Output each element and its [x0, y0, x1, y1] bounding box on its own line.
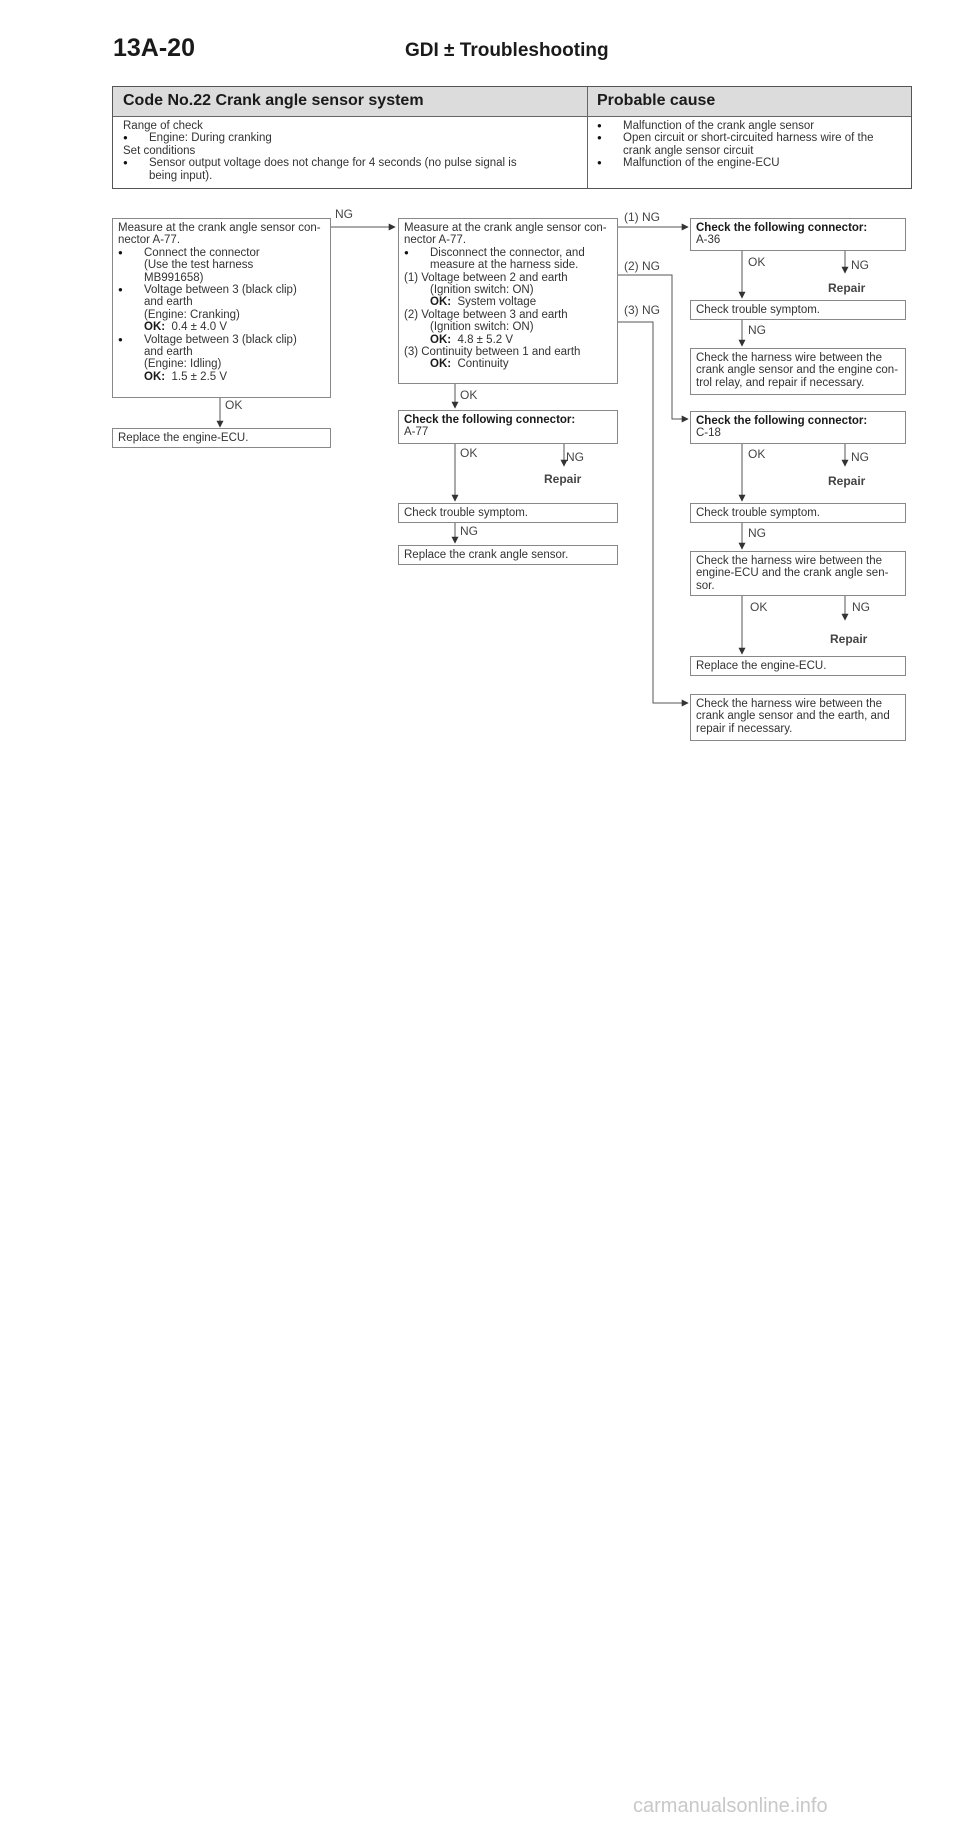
- range-label: Range of check: [123, 120, 203, 132]
- page-number: 13A-20: [113, 34, 195, 62]
- box1-line: nector A-77.: [118, 234, 181, 247]
- ecu-ok-label: OK: [750, 600, 768, 614]
- check-trouble-symptom-box-mid: Check trouble symptom.: [398, 503, 618, 523]
- box1-ok-line: [118, 321, 325, 333]
- c18-ok-label: OK: [748, 447, 766, 461]
- connector-check-title: Check the following connector:: [696, 222, 868, 234]
- set-item: ● Sensor output voltage does not change for 4 seconds (no pulse signal is: [123, 157, 583, 169]
- code-title: Code No.22 Crank angle sensor system: [123, 92, 424, 109]
- set-label: Set conditions: [123, 144, 196, 157]
- ok-value: Continuity: [457, 358, 509, 371]
- box2-ok-line: [404, 334, 612, 346]
- ng1-label: (1) NG: [624, 210, 660, 224]
- replace-engine-ecu-box-1: Replace the engine-ECU.: [112, 428, 331, 448]
- check-connector-c18-box: [690, 411, 906, 444]
- check-connector-a36-box: [690, 218, 906, 251]
- watermark: carmanualsonline.info: [633, 1795, 828, 1817]
- check-harness-ecu-box: [690, 551, 906, 596]
- box2-line: (Ignition switch: ON): [430, 321, 534, 334]
- a36-ok-label: OK: [748, 255, 766, 269]
- probable-cause-title: Probable cause: [597, 92, 716, 109]
- ok-label: OK:: [430, 333, 452, 346]
- set-item-cont: being input).: [149, 169, 213, 182]
- ng2-label: (2) NG: [624, 259, 660, 273]
- box2-line: (Ignition switch: ON): [430, 284, 534, 297]
- connector-check-title: Check the following connector:: [696, 415, 868, 427]
- a77-ng-label: NG: [566, 450, 584, 464]
- check-harness-earth-box: [690, 694, 906, 741]
- box2-ok-line: [404, 358, 612, 370]
- ok-value: System voltage: [457, 296, 537, 309]
- box1-line: MB991658): [144, 271, 204, 284]
- cause-item: ● Malfunction of the crank angle sensor: [597, 120, 907, 132]
- box1-ok-label: OK: [225, 398, 243, 412]
- harness-line: trol relay, and repair if necessary.: [696, 376, 865, 389]
- box2-line: ● Disconnect the connector, and: [404, 247, 612, 259]
- harness-line: repair if necessary.: [696, 722, 793, 735]
- a77-ok-label: OK: [460, 446, 478, 460]
- harness-line: Check the harness wire between the: [696, 352, 883, 364]
- harness-line: crank angle sensor and the earth, and: [696, 710, 890, 723]
- harness-line: Check the harness wire between the: [696, 555, 883, 567]
- box1-line: (Engine: Idling): [144, 358, 222, 371]
- box2-line: (1) Voltage between 2 and earth: [404, 271, 568, 284]
- cause-item-cont: crank angle sensor circuit: [623, 144, 754, 157]
- box1-ng-label: NG: [335, 207, 353, 221]
- box1-line: ● Voltage between 3 (black clip): [118, 284, 325, 296]
- check-harness-relay-box: [690, 348, 906, 395]
- c18-ng-label: NG: [851, 450, 869, 464]
- ecu-repair-label: Repair: [830, 632, 868, 646]
- a36-repair-label: Repair: [828, 281, 866, 295]
- ok-label: OK:: [144, 370, 166, 383]
- ok-label: OK:: [430, 296, 452, 309]
- box1-line: and earth: [144, 296, 193, 309]
- harness-line: sor.: [696, 579, 715, 592]
- replace-engine-ecu-box-2: Replace the engine-ECU.: [690, 656, 906, 676]
- ok-value: 1.5 ± 2.5 V: [171, 370, 228, 383]
- ng3-label: (3) NG: [624, 303, 660, 317]
- measure-sensor-connector-box-2: [398, 218, 618, 384]
- ok-label: OK:: [430, 358, 452, 371]
- range-item: ● Engine: During cranking: [123, 132, 583, 144]
- ok-label: OK:: [144, 321, 166, 334]
- box2-line: measure at the harness side.: [430, 259, 579, 272]
- box1-line: (Use the test harness: [144, 259, 254, 272]
- box1-ok-line: [118, 371, 325, 383]
- box2-line: (3) Continuity between 1 and earth: [404, 346, 581, 359]
- check-trouble-symptom-box-r1: Check trouble symptom.: [690, 300, 906, 320]
- box2-ok-line: [404, 296, 612, 308]
- a77-repair-label: Repair: [544, 472, 582, 486]
- mid-ng-label: NG: [460, 524, 478, 538]
- box2-line: (2) Voltage between 3 and earth: [404, 308, 568, 321]
- c18-repair-label: Repair: [828, 474, 866, 488]
- ok-value: 4.8 ± 5.2 V: [457, 333, 514, 346]
- box1-line: Measure at the crank angle sensor con-: [118, 222, 321, 234]
- measure-sensor-connector-box-1: [112, 218, 331, 398]
- connector-id: A-36: [696, 234, 721, 247]
- cause-item: ● Malfunction of the engine-ECU: [597, 157, 907, 169]
- box1-line: ● Voltage between 3 (black clip): [118, 334, 325, 346]
- check-connector-a77-box: [398, 410, 618, 444]
- r2-ng-label: NG: [748, 526, 766, 540]
- box2-line: nector A-77.: [404, 234, 467, 247]
- box2-line: Measure at the crank angle sensor con-: [404, 222, 607, 234]
- ok-value: 0.4 ± 4.0 V: [171, 321, 228, 334]
- connector-check-title: Check the following connector:: [404, 414, 576, 426]
- cause-item: ● Open circuit or short-circuited harness wire of the: [597, 132, 907, 144]
- a36-ng-label: NG: [851, 258, 869, 272]
- box1-line: ● Connect the connector: [118, 247, 325, 259]
- ecu-ng-label: NG: [852, 600, 870, 614]
- harness-line: Check the harness wire between the: [696, 698, 883, 710]
- replace-crank-sensor-box: Replace the crank angle sensor.: [398, 545, 618, 565]
- box1-line: and earth: [144, 346, 193, 359]
- section-title: GDI ± Troubleshooting: [405, 40, 609, 61]
- r1-ng-label: NG: [748, 323, 766, 337]
- box1-line: (Engine: Cranking): [144, 308, 240, 321]
- harness-line: engine-ECU and the crank angle sen-: [696, 567, 889, 580]
- harness-line: crank angle sensor and the engine con-: [696, 364, 899, 377]
- box2-ok-label: OK: [460, 388, 478, 402]
- check-trouble-symptom-box-r2: Check trouble symptom.: [690, 503, 906, 523]
- connector-id: C-18: [696, 427, 721, 440]
- connector-id: A-77: [404, 426, 429, 439]
